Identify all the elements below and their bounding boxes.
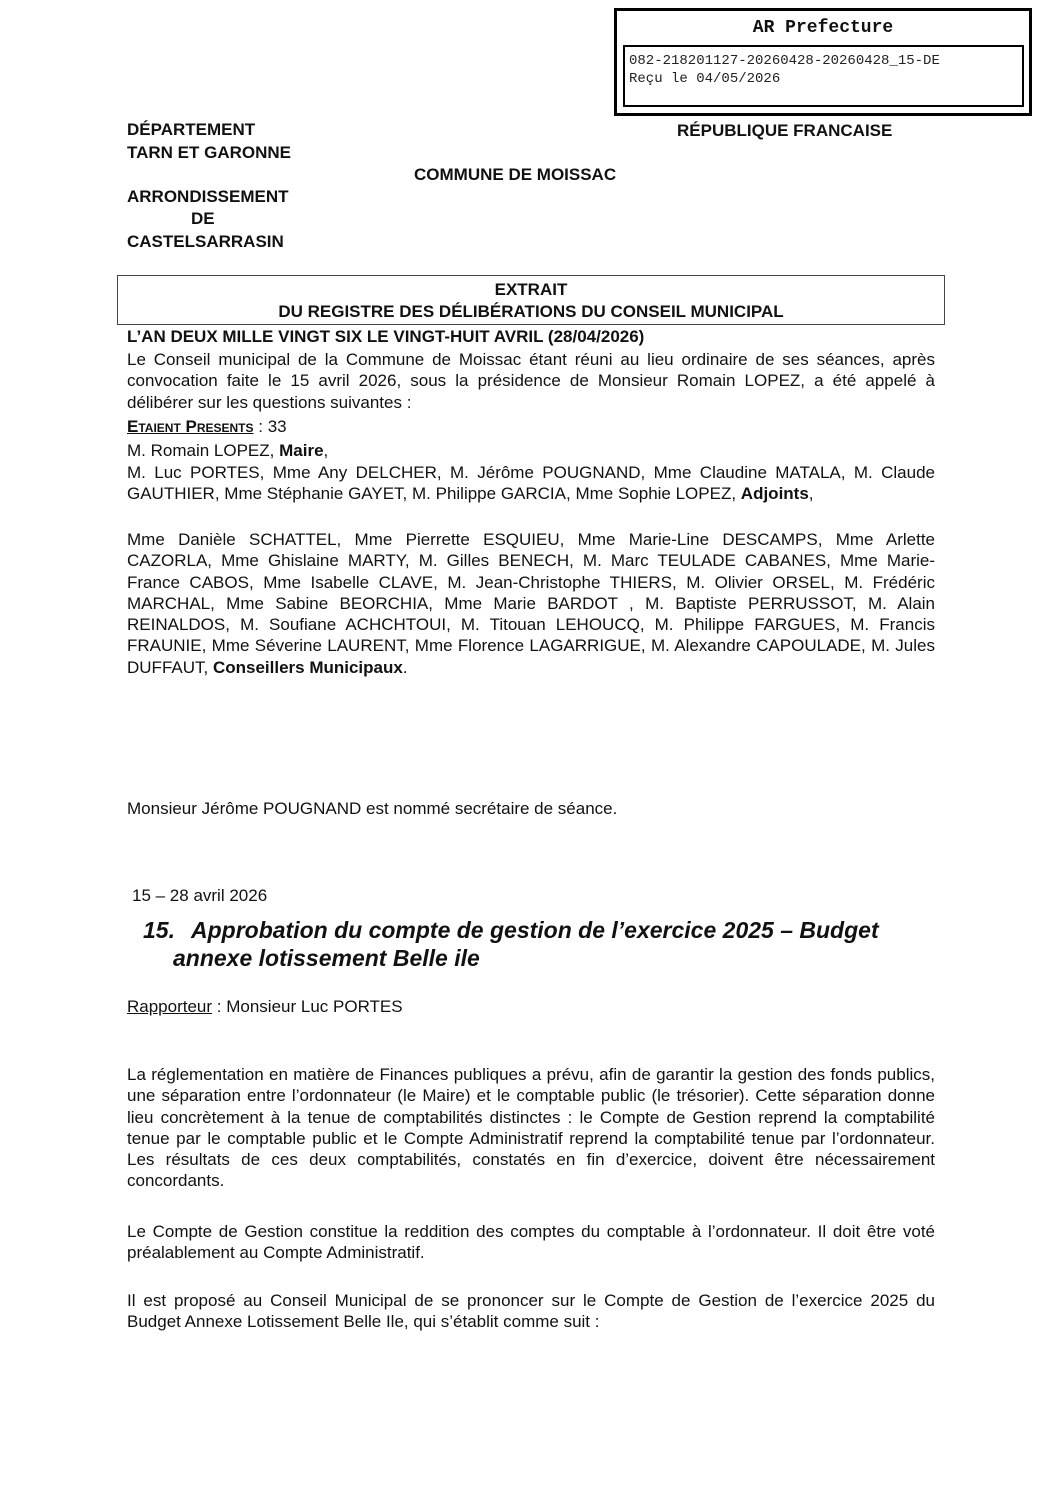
departement-name: TARN ET GARONNE: [127, 143, 292, 162]
extrait-subtitle: DU REGISTRE DES DÉLIBÉRATIONS DU CONSEIL MUNICIPAL: [278, 302, 784, 321]
deliberation-title-line2: annexe lotissement Belle ile: [173, 945, 480, 971]
republique-label: RÉPUBLIQUE FRANCAISE: [677, 121, 893, 140]
conseillers-paragraph: [127, 529, 935, 678]
presents-label: Etaient Presents: [127, 417, 254, 436]
stamp-title: AR Prefecture: [752, 18, 894, 38]
commune-name: COMMUNE DE MOISSAC: [414, 165, 617, 184]
arrondissement-label: ARRONDISSEMENT: [127, 187, 289, 206]
paragraph-compte-gestion: Le Compte de Gestion constitue la reddition des comptes du comptable à l’ordonnateur. Il doit être voté préalablement au Compte Administratif.: [127, 1222, 935, 1263]
paragraph-proposition: Il est proposé au Conseil Municipal de se prononcer sur le Compte de Gestion de l’exercice 2025 du Budget Annexe Lotissement Belle Ile, qui s’établit comme suit :: [127, 1291, 935, 1332]
stamp-received-date: Reçu le 04/05/2026: [629, 71, 781, 87]
extrait-title: EXTRAIT: [494, 280, 568, 299]
presents-line: [127, 416, 935, 437]
deliberation-title-line1: Approbation du compte de gestion de l’exercice 2025 – Budget: [191, 917, 879, 943]
secretaire-line: Monsieur Jérôme POUGNAND est nommé secrétaire de séance.: [127, 799, 618, 818]
maire-role: Maire: [279, 441, 324, 460]
presents-count: 33: [267, 417, 287, 436]
rapporteur-line: [127, 996, 935, 1017]
adjoints-names: M. Luc PORTES, Mme Any DELCHER, M. Jérôme POUGNAND, Mme Claudine MATALA, M. Claude GAUTHIER, Mme Stéphanie GAYET, M. Philippe GARCIA, Mme Sophie LOPEZ,: [127, 463, 935, 504]
adjoints-role: Adjoints: [740, 484, 809, 504]
adjoints-paragraph: [127, 462, 935, 505]
rapporteur-value: : Monsieur Luc PORTES: [212, 997, 403, 1016]
deliberation-number: 15.: [143, 917, 175, 943]
stamp-reference: 082-218201127-20260428-20260428_15-DE: [629, 53, 940, 69]
paragraph-reglementation: La réglementation en matière de Finances publiques a prévu, afin de garantir la gestion des fonds publics, une séparation entre l’ordonnateur (le Maire) et le comptable public (le trésorier). Cette séparation donne lieu concrètement à la tenue de comptabilités distinctes : le Compte de Gestion reprend la comptabilité tenue par le comptable public et le Compte Administratif reprend la comptabilité tenue par l’ordonnateur. Les résultats de ces deux comptabilités, constatés en fin d’exercice, doivent être nécessairement concordants.: [127, 1065, 935, 1191]
deliberation-reference: 15 – 28 avril 2026: [132, 886, 268, 905]
maire-end: ,: [323, 441, 329, 460]
departement-label: DÉPARTEMENT: [127, 120, 256, 139]
conseillers-names: Mme Danièle SCHATTEL, Mme Pierrette ESQUIEU, Mme Marie-Line DESCAMPS, Mme Arlette CAZORLA, Mme Ghislaine MARTY, M. Gilles BENECH, M. Marc TEULADE CABANES, Mme Marie-France CABOS, Mme Isabelle CLAVE, M. Jean-Christophe THIERS, M. Olivier ORSEL, M. Frédéric MARCHAL, Mme Sabine BEORCHIA, Mme Marie BARDOT , M. Baptiste PERRUSSOT, M. Alain REINALDOS, M. Soufiane ACHCHTOUI, M. Titouan LEHOUCQ, M. Philippe FARGUES, M. Francis FRAUNIE, Mme Séverine LAURENT, Mme Florence LAGARRIGUE, M. Alexandre CAPOULADE, M. Jules DUFFAUT,: [127, 530, 935, 677]
presents-separator: :: [253, 417, 268, 436]
maire-name: M. Romain LOPEZ,: [127, 441, 280, 460]
conseillers-role: Conseillers Municipaux: [212, 657, 403, 677]
maire-line: [127, 440, 935, 461]
conseillers-end: .: [402, 657, 408, 677]
arrondissement-de: DE: [191, 209, 215, 228]
rapporteur-label: Rapporteur: [127, 997, 213, 1016]
session-date: L’AN DEUX MILLE VINGT SIX LE VINGT-HUIT AVRIL (28/04/2026): [127, 327, 645, 346]
session-intro: Le Conseil municipal de la Commune de Moissac étant réuni au lieu ordinaire de ses séances, après convocation faite le 15 avril 2026, sous la présidence de Monsieur Romain LOPEZ, a été appelé à délibérer sur les questions suivantes :: [127, 350, 935, 412]
deliberation-title: [143, 916, 943, 972]
arrondissement-name: CASTELSARRASIN: [127, 232, 284, 251]
adjoints-end: ,: [808, 484, 814, 504]
